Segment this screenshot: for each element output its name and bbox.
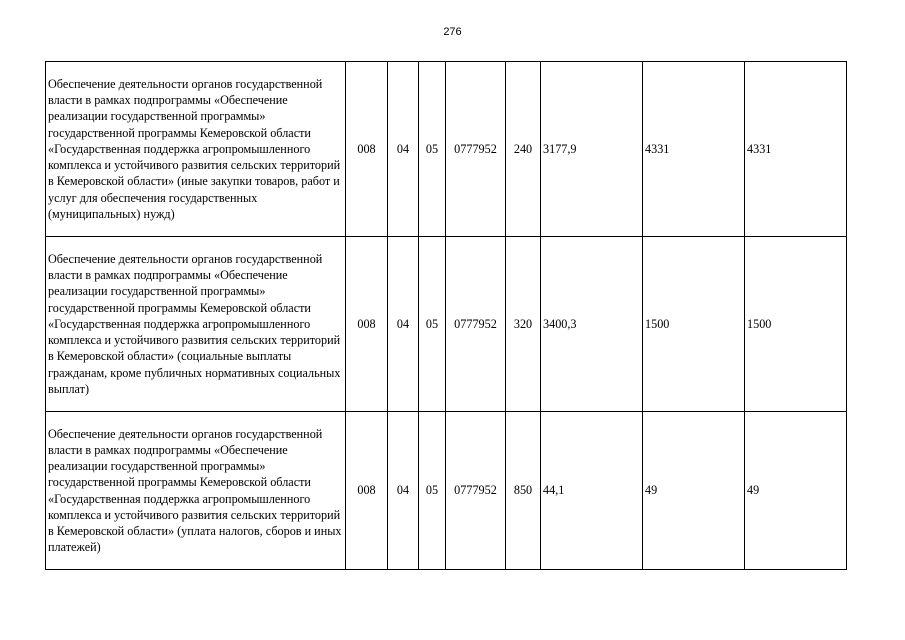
row-description: Обеспечение деятельности органов государственной власти в рамках подпрограммы «Обеспечение реализации государственной программы» государственной программы Кемеровской области «Государственная поддержка агропромышленного комплекса и устойчивого развития сельских территорий в Кемеровской области» (иные закупки товаров, работ и услуг для обеспечения государственных (муниципальных) нужд) (46, 62, 346, 237)
ministry-code: 008 (346, 62, 388, 237)
section-code: 04 (388, 412, 419, 570)
amount-2: 1500 (643, 237, 745, 412)
target-article-code: 0777952 (446, 237, 506, 412)
amount-3: 1500 (745, 237, 847, 412)
target-article-code: 0777952 (446, 62, 506, 237)
ministry-code: 008 (346, 237, 388, 412)
section-code: 04 (388, 237, 419, 412)
table-row (46, 237, 847, 412)
target-article-code: 0777952 (446, 412, 506, 570)
amount-2: 4331 (643, 62, 745, 237)
amount-3: 49 (745, 412, 847, 570)
subsection-code: 05 (419, 237, 446, 412)
amount-1: 3177,9 (541, 62, 643, 237)
subsection-code: 05 (419, 62, 446, 237)
expense-type-code: 320 (506, 237, 541, 412)
page-number: 276 (443, 26, 462, 38)
section-code: 04 (388, 62, 419, 237)
budget-table (45, 61, 847, 570)
row-description: Обеспечение деятельности органов государственной власти в рамках подпрограммы «Обеспечение реализации государственной программы» государственной программы Кемеровской области «Государственная поддержка агропромышленного комплекса и устойчивого развития сельских территорий в Кемеровской области» (уплата налогов, сборов и иных платежей) (46, 412, 346, 570)
ministry-code: 008 (346, 412, 388, 570)
expense-type-code: 850 (506, 412, 541, 570)
table-row (46, 412, 847, 570)
amount-3: 4331 (745, 62, 847, 237)
row-description: Обеспечение деятельности органов государственной власти в рамках подпрограммы «Обеспечение реализации государственной программы» государственной программы Кемеровской области «Государственная поддержка агропромышленного комплекса и устойчивого развития сельских территорий в Кемеровской области» (социальные выплаты гражданам, кроме публичных нормативных социальных выплат) (46, 237, 346, 412)
expense-type-code: 240 (506, 62, 541, 237)
amount-2: 49 (643, 412, 745, 570)
table-row (46, 62, 847, 237)
amount-1: 44,1 (541, 412, 643, 570)
subsection-code: 05 (419, 412, 446, 570)
amount-1: 3400,3 (541, 237, 643, 412)
